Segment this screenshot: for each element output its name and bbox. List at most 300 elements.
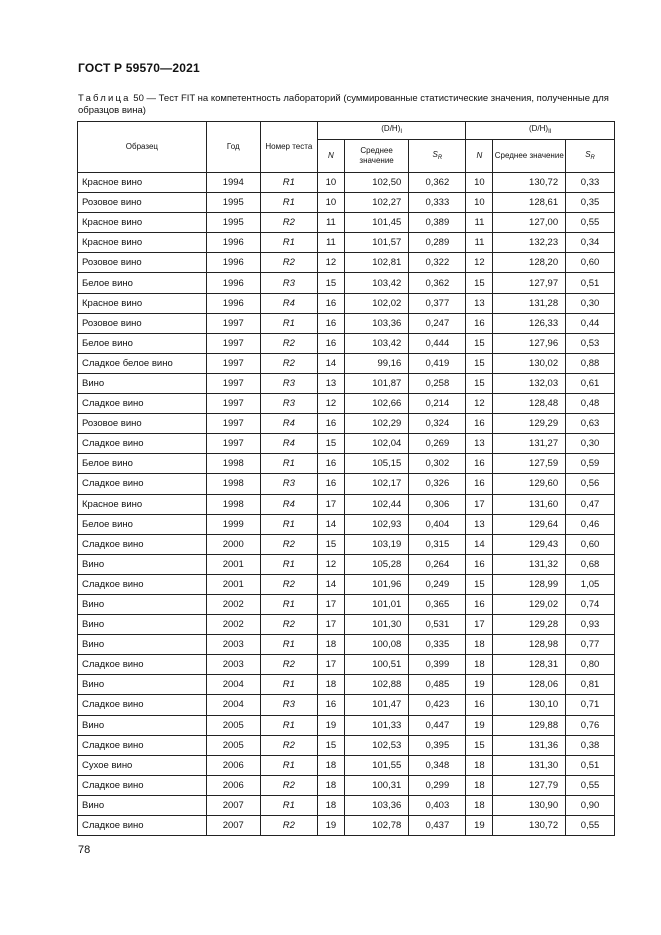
cell-mean-2: 132,23 bbox=[493, 233, 566, 253]
cell-sr-1: 0,306 bbox=[409, 494, 466, 514]
cell-sr-2: 0,76 bbox=[566, 715, 615, 735]
cell-sr-2: 0,90 bbox=[566, 795, 615, 815]
cell-mean-2: 130,90 bbox=[493, 795, 566, 815]
cell-mean-1: 103,36 bbox=[344, 795, 408, 815]
cell-mean-2: 128,98 bbox=[493, 635, 566, 655]
cell-sr-2: 0,61 bbox=[566, 373, 615, 393]
table-caption-label: Таблица bbox=[78, 93, 131, 104]
cell-sample: Вино bbox=[78, 373, 207, 393]
table-row bbox=[78, 514, 615, 534]
header-sr-1 bbox=[409, 140, 466, 173]
cell-sr-2: 0,38 bbox=[566, 735, 615, 755]
cell-sr-1: 0,324 bbox=[409, 414, 466, 434]
cell-n-2: 15 bbox=[466, 333, 493, 353]
cell-sr-2: 0,81 bbox=[566, 675, 615, 695]
cell-n-1: 17 bbox=[317, 494, 344, 514]
cell-mean-1: 102,17 bbox=[344, 474, 408, 494]
cell-sample: Вино bbox=[78, 715, 207, 735]
cell-sr-1: 0,377 bbox=[409, 293, 466, 313]
cell-n-1: 17 bbox=[317, 594, 344, 614]
cell-sr-1: 0,302 bbox=[409, 454, 466, 474]
cell-year: 2001 bbox=[206, 554, 260, 574]
cell-sr-2: 0,77 bbox=[566, 635, 615, 655]
cell-mean-2: 131,32 bbox=[493, 554, 566, 574]
table-row bbox=[78, 554, 615, 574]
cell-mean-2: 130,02 bbox=[493, 353, 566, 373]
cell-test-number: R2 bbox=[260, 253, 317, 273]
cell-test-number: R2 bbox=[260, 615, 317, 635]
cell-year: 1997 bbox=[206, 353, 260, 373]
cell-n-1: 15 bbox=[317, 273, 344, 293]
cell-year: 1997 bbox=[206, 313, 260, 333]
cell-mean-1: 101,47 bbox=[344, 695, 408, 715]
cell-n-1: 12 bbox=[317, 394, 344, 414]
cell-sample: Розовое вино bbox=[78, 193, 207, 213]
cell-year: 1997 bbox=[206, 414, 260, 434]
cell-test-number: R2 bbox=[260, 353, 317, 373]
cell-sr-2: 0,68 bbox=[566, 554, 615, 574]
cell-sr-2: 0,88 bbox=[566, 353, 615, 373]
cell-test-number: R4 bbox=[260, 434, 317, 454]
cell-year: 2005 bbox=[206, 735, 260, 755]
cell-sr-1: 0,447 bbox=[409, 715, 466, 735]
cell-mean-2: 127,96 bbox=[493, 333, 566, 353]
cell-year: 1996 bbox=[206, 253, 260, 273]
cell-n-2: 17 bbox=[466, 494, 493, 514]
cell-n-1: 17 bbox=[317, 615, 344, 635]
cell-mean-1: 105,28 bbox=[344, 554, 408, 574]
cell-sr-2: 0,30 bbox=[566, 293, 615, 313]
cell-n-1: 12 bbox=[317, 554, 344, 574]
cell-test-number: R1 bbox=[260, 795, 317, 815]
cell-n-2: 16 bbox=[466, 454, 493, 474]
cell-test-number: R3 bbox=[260, 373, 317, 393]
cell-sample: Сухое вино bbox=[78, 755, 207, 775]
table-row bbox=[78, 394, 615, 414]
cell-sr-1: 0,423 bbox=[409, 695, 466, 715]
cell-sr-2: 0,60 bbox=[566, 534, 615, 554]
cell-sample: Сладкое вино bbox=[78, 775, 207, 795]
cell-n-2: 15 bbox=[466, 373, 493, 393]
cell-sr-1: 0,333 bbox=[409, 193, 466, 213]
cell-n-1: 12 bbox=[317, 253, 344, 273]
table-row bbox=[78, 173, 615, 193]
cell-year: 2007 bbox=[206, 816, 260, 836]
cell-sr-2: 0,48 bbox=[566, 394, 615, 414]
cell-n-1: 17 bbox=[317, 655, 344, 675]
cell-n-1: 16 bbox=[317, 293, 344, 313]
cell-sr-2: 0,53 bbox=[566, 333, 615, 353]
cell-mean-2: 127,00 bbox=[493, 213, 566, 233]
header-n-2: N bbox=[466, 140, 493, 173]
cell-year: 1997 bbox=[206, 434, 260, 454]
cell-mean-2: 131,60 bbox=[493, 494, 566, 514]
table-row bbox=[78, 735, 615, 755]
cell-mean-2: 128,20 bbox=[493, 253, 566, 273]
cell-year: 2003 bbox=[206, 635, 260, 655]
cell-year: 2006 bbox=[206, 755, 260, 775]
cell-sr-1: 0,348 bbox=[409, 755, 466, 775]
document-header: ГОСТ Р 59570—2021 bbox=[78, 61, 200, 75]
header-group-dh-1 bbox=[317, 122, 466, 140]
wine-statistics-table bbox=[77, 121, 615, 836]
cell-mean-2: 128,99 bbox=[493, 574, 566, 594]
header-sr-1-sub: R bbox=[437, 154, 443, 161]
cell-sample: Сладкое вино bbox=[78, 394, 207, 414]
cell-test-number: R1 bbox=[260, 715, 317, 735]
table-row bbox=[78, 434, 615, 454]
cell-n-1: 11 bbox=[317, 213, 344, 233]
table-row bbox=[78, 594, 615, 614]
cell-n-1: 14 bbox=[317, 353, 344, 373]
cell-n-1: 14 bbox=[317, 514, 344, 534]
cell-mean-2: 130,72 bbox=[493, 816, 566, 836]
cell-mean-1: 102,02 bbox=[344, 293, 408, 313]
table-row bbox=[78, 635, 615, 655]
cell-mean-2: 131,36 bbox=[493, 735, 566, 755]
table-row bbox=[78, 715, 615, 735]
header-mean-2: Среднее значение bbox=[493, 140, 566, 173]
cell-mean-2: 128,61 bbox=[493, 193, 566, 213]
cell-sr-2: 0,80 bbox=[566, 655, 615, 675]
cell-mean-2: 129,60 bbox=[493, 474, 566, 494]
cell-n-2: 18 bbox=[466, 635, 493, 655]
cell-n-2: 18 bbox=[466, 775, 493, 795]
table-row bbox=[78, 795, 615, 815]
table-row bbox=[78, 373, 615, 393]
table-row bbox=[78, 454, 615, 474]
cell-year: 1997 bbox=[206, 394, 260, 414]
cell-sample: Сладкое вино bbox=[78, 574, 207, 594]
table-row bbox=[78, 474, 615, 494]
cell-sr-1: 0,485 bbox=[409, 675, 466, 695]
cell-sample: Красное вино bbox=[78, 173, 207, 193]
cell-n-2: 12 bbox=[466, 253, 493, 273]
cell-sr-2: 0,44 bbox=[566, 313, 615, 333]
cell-mean-2: 126,33 bbox=[493, 313, 566, 333]
cell-sample: Розовое вино bbox=[78, 414, 207, 434]
cell-mean-1: 101,30 bbox=[344, 615, 408, 635]
table-row bbox=[78, 273, 615, 293]
cell-n-1: 19 bbox=[317, 816, 344, 836]
cell-sr-2: 0,46 bbox=[566, 514, 615, 534]
cell-test-number: R1 bbox=[260, 233, 317, 253]
cell-sample: Красное вино bbox=[78, 293, 207, 313]
cell-n-2: 14 bbox=[466, 534, 493, 554]
cell-sr-1: 0,289 bbox=[409, 233, 466, 253]
cell-n-1: 13 bbox=[317, 373, 344, 393]
table-row bbox=[78, 213, 615, 233]
cell-mean-1: 103,19 bbox=[344, 534, 408, 554]
table-row bbox=[78, 494, 615, 514]
cell-test-number: R2 bbox=[260, 655, 317, 675]
cell-year: 2004 bbox=[206, 675, 260, 695]
cell-mean-2: 129,02 bbox=[493, 594, 566, 614]
cell-year: 1997 bbox=[206, 373, 260, 393]
cell-n-1: 11 bbox=[317, 233, 344, 253]
cell-sample: Белое вино bbox=[78, 273, 207, 293]
cell-sample: Красное вино bbox=[78, 233, 207, 253]
cell-n-2: 15 bbox=[466, 735, 493, 755]
cell-n-1: 16 bbox=[317, 313, 344, 333]
cell-n-2: 19 bbox=[466, 715, 493, 735]
table-row bbox=[78, 313, 615, 333]
cell-mean-1: 102,04 bbox=[344, 434, 408, 454]
cell-test-number: R2 bbox=[260, 816, 317, 836]
table-row bbox=[78, 655, 615, 675]
cell-n-2: 18 bbox=[466, 795, 493, 815]
cell-sr-1: 0,389 bbox=[409, 213, 466, 233]
cell-mean-1: 102,81 bbox=[344, 253, 408, 273]
cell-sr-1: 0,437 bbox=[409, 816, 466, 836]
cell-sample: Сладкое вино bbox=[78, 735, 207, 755]
cell-sr-1: 0,395 bbox=[409, 735, 466, 755]
table-row bbox=[78, 816, 615, 836]
header-group-dh-1-sub: I bbox=[400, 129, 403, 135]
cell-sr-2: 0,60 bbox=[566, 253, 615, 273]
cell-mean-1: 99,16 bbox=[344, 353, 408, 373]
cell-n-2: 15 bbox=[466, 353, 493, 373]
cell-sr-1: 0,362 bbox=[409, 273, 466, 293]
cell-test-number: R1 bbox=[260, 635, 317, 655]
cell-sample: Сладкое белое вино bbox=[78, 353, 207, 373]
cell-test-number: R2 bbox=[260, 213, 317, 233]
cell-n-2: 13 bbox=[466, 514, 493, 534]
cell-sample: Вино bbox=[78, 554, 207, 574]
cell-mean-1: 102,88 bbox=[344, 675, 408, 695]
cell-year: 2006 bbox=[206, 775, 260, 795]
cell-year: 1998 bbox=[206, 454, 260, 474]
cell-mean-2: 131,28 bbox=[493, 293, 566, 313]
cell-mean-1: 100,31 bbox=[344, 775, 408, 795]
table-row bbox=[78, 695, 615, 715]
cell-mean-2: 129,88 bbox=[493, 715, 566, 735]
cell-sr-2: 0,55 bbox=[566, 213, 615, 233]
cell-n-2: 18 bbox=[466, 755, 493, 775]
cell-sr-1: 0,258 bbox=[409, 373, 466, 393]
cell-year: 2002 bbox=[206, 594, 260, 614]
cell-sample: Сладкое вино bbox=[78, 655, 207, 675]
cell-test-number: R2 bbox=[260, 775, 317, 795]
cell-mean-1: 100,51 bbox=[344, 655, 408, 675]
cell-n-1: 15 bbox=[317, 534, 344, 554]
cell-n-2: 19 bbox=[466, 675, 493, 695]
header-sr-2-sub: R bbox=[590, 154, 595, 161]
cell-year: 2005 bbox=[206, 715, 260, 735]
cell-n-2: 19 bbox=[466, 816, 493, 836]
cell-mean-2: 131,27 bbox=[493, 434, 566, 454]
cell-sr-2: 0,51 bbox=[566, 755, 615, 775]
cell-mean-2: 129,43 bbox=[493, 534, 566, 554]
cell-year: 2007 bbox=[206, 795, 260, 815]
cell-sr-1: 0,404 bbox=[409, 514, 466, 534]
table-row bbox=[78, 333, 615, 353]
cell-sr-1: 0,249 bbox=[409, 574, 466, 594]
cell-mean-1: 101,45 bbox=[344, 213, 408, 233]
cell-sr-2: 0,55 bbox=[566, 775, 615, 795]
cell-test-number: R4 bbox=[260, 293, 317, 313]
cell-sr-2: 0,30 bbox=[566, 434, 615, 454]
cell-n-1: 14 bbox=[317, 574, 344, 594]
cell-test-number: R1 bbox=[260, 755, 317, 775]
cell-mean-2: 129,64 bbox=[493, 514, 566, 534]
cell-sr-2: 0,93 bbox=[566, 615, 615, 635]
cell-sr-1: 0,399 bbox=[409, 655, 466, 675]
cell-test-number: R1 bbox=[260, 675, 317, 695]
header-n-1: N bbox=[317, 140, 344, 173]
cell-n-2: 13 bbox=[466, 293, 493, 313]
cell-sr-1: 0,365 bbox=[409, 594, 466, 614]
table-body bbox=[78, 173, 615, 836]
cell-sr-1: 0,322 bbox=[409, 253, 466, 273]
cell-year: 2004 bbox=[206, 695, 260, 715]
cell-sr-2: 0,59 bbox=[566, 454, 615, 474]
cell-test-number: R1 bbox=[260, 514, 317, 534]
table-row bbox=[78, 233, 615, 253]
table-caption bbox=[78, 93, 618, 117]
cell-n-1: 18 bbox=[317, 635, 344, 655]
cell-mean-2: 130,72 bbox=[493, 173, 566, 193]
cell-mean-1: 102,29 bbox=[344, 414, 408, 434]
cell-sample: Сладкое вино bbox=[78, 474, 207, 494]
cell-n-2: 16 bbox=[466, 594, 493, 614]
cell-mean-1: 101,33 bbox=[344, 715, 408, 735]
cell-test-number: R1 bbox=[260, 173, 317, 193]
cell-test-number: R2 bbox=[260, 534, 317, 554]
cell-n-2: 15 bbox=[466, 273, 493, 293]
cell-mean-2: 127,59 bbox=[493, 454, 566, 474]
cell-sr-1: 0,403 bbox=[409, 795, 466, 815]
table-row bbox=[78, 414, 615, 434]
cell-sr-2: 1,05 bbox=[566, 574, 615, 594]
cell-year: 1998 bbox=[206, 474, 260, 494]
cell-mean-2: 128,31 bbox=[493, 655, 566, 675]
cell-sr-2: 0,51 bbox=[566, 273, 615, 293]
cell-test-number: R3 bbox=[260, 394, 317, 414]
cell-n-1: 16 bbox=[317, 414, 344, 434]
cell-mean-1: 102,78 bbox=[344, 816, 408, 836]
cell-n-1: 18 bbox=[317, 775, 344, 795]
cell-n-1: 18 bbox=[317, 755, 344, 775]
cell-test-number: R4 bbox=[260, 414, 317, 434]
table-row bbox=[78, 353, 615, 373]
cell-sample: Красное вино bbox=[78, 494, 207, 514]
cell-sample: Вино bbox=[78, 615, 207, 635]
cell-n-2: 16 bbox=[466, 474, 493, 494]
cell-sr-2: 0,74 bbox=[566, 594, 615, 614]
cell-sample: Розовое вино bbox=[78, 313, 207, 333]
cell-mean-1: 103,42 bbox=[344, 333, 408, 353]
cell-mean-1: 102,44 bbox=[344, 494, 408, 514]
table-row bbox=[78, 574, 615, 594]
cell-sr-1: 0,444 bbox=[409, 333, 466, 353]
cell-sr-1: 0,247 bbox=[409, 313, 466, 333]
cell-n-1: 16 bbox=[317, 333, 344, 353]
cell-mean-1: 102,66 bbox=[344, 394, 408, 414]
cell-n-1: 19 bbox=[317, 715, 344, 735]
cell-mean-2: 129,29 bbox=[493, 414, 566, 434]
cell-test-number: R2 bbox=[260, 574, 317, 594]
cell-n-2: 10 bbox=[466, 193, 493, 213]
cell-n-2: 17 bbox=[466, 615, 493, 635]
cell-sample: Вино bbox=[78, 675, 207, 695]
cell-sr-2: 0,47 bbox=[566, 494, 615, 514]
cell-sr-1: 0,362 bbox=[409, 173, 466, 193]
cell-sr-1: 0,419 bbox=[409, 353, 466, 373]
cell-n-1: 15 bbox=[317, 434, 344, 454]
cell-sr-1: 0,214 bbox=[409, 394, 466, 414]
cell-n-2: 16 bbox=[466, 554, 493, 574]
table-row bbox=[78, 534, 615, 554]
cell-sr-2: 0,33 bbox=[566, 173, 615, 193]
table-row bbox=[78, 615, 615, 635]
cell-test-number: R2 bbox=[260, 333, 317, 353]
cell-mean-1: 101,87 bbox=[344, 373, 408, 393]
cell-mean-2: 131,30 bbox=[493, 755, 566, 775]
header-mean-1: Среднее значение bbox=[344, 140, 408, 173]
cell-sample: Белое вино bbox=[78, 333, 207, 353]
cell-sample: Вино bbox=[78, 635, 207, 655]
cell-sr-1: 0,264 bbox=[409, 554, 466, 574]
table-row bbox=[78, 675, 615, 695]
cell-n-1: 16 bbox=[317, 454, 344, 474]
header-group-dh-2-sub: II bbox=[548, 129, 552, 135]
table-row bbox=[78, 253, 615, 273]
cell-test-number: R1 bbox=[260, 554, 317, 574]
cell-year: 1995 bbox=[206, 193, 260, 213]
cell-sr-2: 0,35 bbox=[566, 193, 615, 213]
cell-year: 2003 bbox=[206, 655, 260, 675]
cell-test-number: R1 bbox=[260, 193, 317, 213]
cell-year: 1996 bbox=[206, 293, 260, 313]
header-group-dh-2-label: (D/H) bbox=[528, 124, 549, 133]
cell-sample: Вино bbox=[78, 594, 207, 614]
cell-mean-1: 102,93 bbox=[344, 514, 408, 534]
cell-mean-2: 127,97 bbox=[493, 273, 566, 293]
cell-n-2: 15 bbox=[466, 574, 493, 594]
cell-test-number: R3 bbox=[260, 474, 317, 494]
cell-n-2: 13 bbox=[466, 434, 493, 454]
cell-year: 1998 bbox=[206, 494, 260, 514]
cell-n-1: 16 bbox=[317, 474, 344, 494]
cell-mean-1: 105,15 bbox=[344, 454, 408, 474]
cell-year: 2001 bbox=[206, 574, 260, 594]
cell-sr-1: 0,326 bbox=[409, 474, 466, 494]
cell-sample: Сладкое вино bbox=[78, 534, 207, 554]
header-year: Год bbox=[206, 122, 260, 173]
cell-sample: Сладкое вино bbox=[78, 695, 207, 715]
table-row bbox=[78, 293, 615, 313]
cell-mean-1: 101,57 bbox=[344, 233, 408, 253]
cell-n-2: 16 bbox=[466, 313, 493, 333]
cell-n-2: 11 bbox=[466, 213, 493, 233]
cell-sr-2: 0,56 bbox=[566, 474, 615, 494]
cell-sample: Розовое вино bbox=[78, 253, 207, 273]
header-test-number: Номер теста bbox=[260, 122, 317, 173]
cell-year: 1995 bbox=[206, 213, 260, 233]
header-sr-1-label: S bbox=[432, 149, 438, 159]
cell-sr-2: 0,71 bbox=[566, 695, 615, 715]
cell-year: 2002 bbox=[206, 615, 260, 635]
cell-sr-2: 0,63 bbox=[566, 414, 615, 434]
cell-year: 1997 bbox=[206, 333, 260, 353]
cell-sr-1: 0,299 bbox=[409, 775, 466, 795]
header-sr-2-label: S bbox=[585, 149, 591, 159]
cell-sample: Сладкое вино bbox=[78, 816, 207, 836]
cell-mean-2: 127,79 bbox=[493, 775, 566, 795]
table-row bbox=[78, 193, 615, 213]
header-group-dh-2 bbox=[466, 122, 615, 140]
